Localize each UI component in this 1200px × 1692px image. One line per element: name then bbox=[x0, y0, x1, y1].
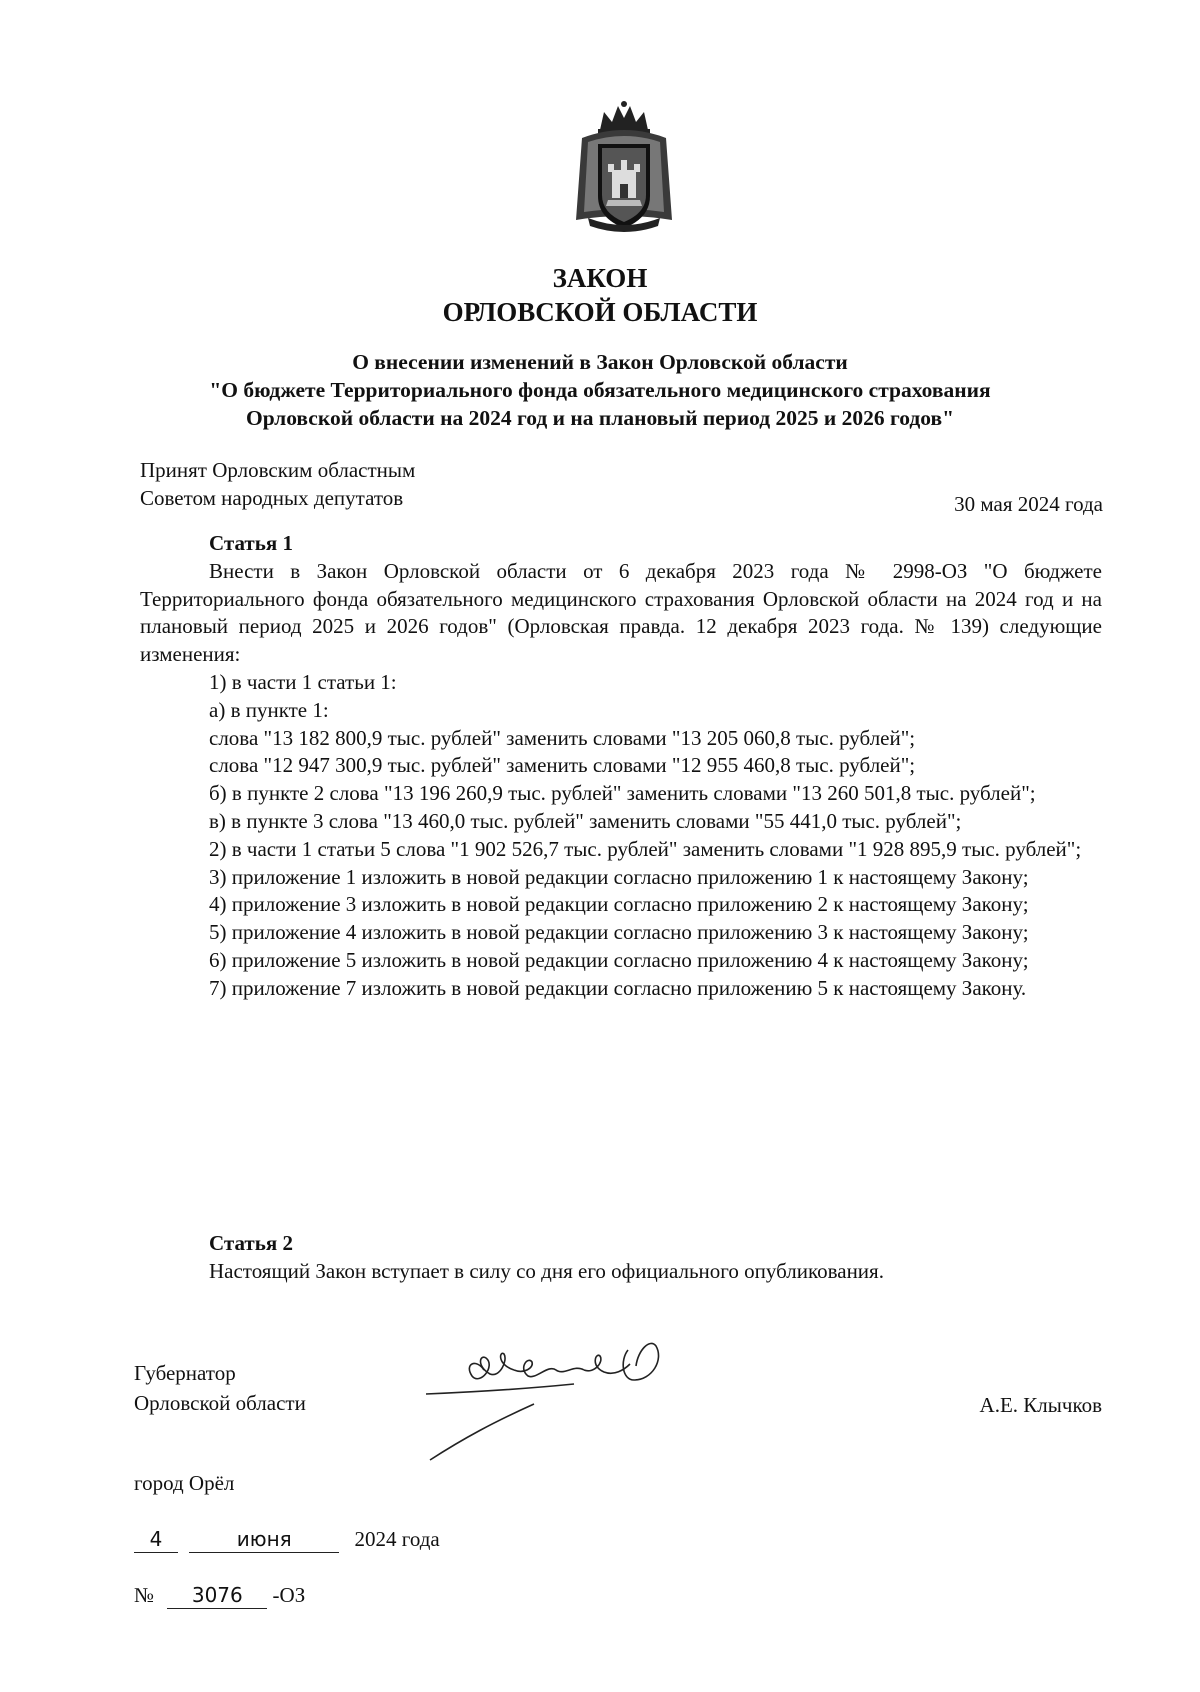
article-paragraph: 6) приложение 5 изложить в новой редакции согласно приложению 4 к настоящему Закону; bbox=[209, 947, 1029, 972]
signatory-name: А.Е. Клычков bbox=[979, 1393, 1102, 1417]
article-paragraph: в) в пункте 3 слова "13 460,0 тыс. рублей" заменить словами "55 441,0 тыс. рублей"; bbox=[209, 808, 962, 833]
signing-month: июня bbox=[189, 1526, 339, 1553]
article-paragraph: 3) приложение 1 изложить в новой редакции согласно приложению 1 к настоящему Закону; bbox=[209, 864, 1029, 889]
subtitle-line: О внесении изменений в Закон Орловской области bbox=[352, 350, 848, 374]
law-subtitle bbox=[0, 348, 1200, 432]
position-line: Губернатор bbox=[134, 1361, 236, 1385]
region-title: ОРЛОВСКОЙ ОБЛАСТИ bbox=[442, 297, 758, 327]
article-heading: Статья 2 bbox=[209, 1231, 293, 1255]
adoption-block bbox=[140, 456, 415, 512]
article-paragraph: Внести в Закон Орловской области от 6 декабря 2023 года № 2998-ОЗ "О бюджете Территориального фонда обязательного медицинского страхования Орловской области на 2024 год и на плановый период 2025 и 2026 годов" (Орловская правда. 12 декабря 2023 года. № 139) следующие изменения: bbox=[140, 558, 1102, 667]
article-paragraph: 4) приложение 3 изложить в новой редакции согласно приложению 2 к настоящему Закону; bbox=[209, 892, 1029, 917]
article-paragraph: слова "13 182 800,9 тыс. рублей" заменить словами "13 205 060,8 тыс. рублей"; bbox=[209, 725, 916, 750]
article-paragraph: Настоящий Закон вступает в силу со дня его официального опубликования. bbox=[209, 1258, 884, 1283]
signatory-position bbox=[134, 1358, 306, 1418]
adoption-line: Советом народных депутатов bbox=[140, 486, 404, 510]
number-prefix: № bbox=[134, 1583, 155, 1607]
article-2 bbox=[140, 1230, 1102, 1286]
subtitle-line: Орловской области на 2024 год и на плановый период 2025 и 2026 годов" bbox=[246, 406, 954, 430]
article-paragraph: 2) в части 1 статьи 5 слова "1 902 526,7 тыс. рублей" заменить словами "1 928 895,9 тыс. рублей"; bbox=[209, 836, 1082, 861]
article-paragraph: 7) приложение 7 изложить в новой редакции согласно приложению 5 к настоящему Закону. bbox=[209, 975, 1027, 1000]
number-suffix: -ОЗ bbox=[272, 1583, 306, 1607]
article-1 bbox=[140, 530, 1102, 1003]
adoption-date: 30 мая 2024 года bbox=[954, 492, 1103, 516]
signing-year: 2024 года bbox=[354, 1527, 440, 1551]
article-heading: Статья 1 bbox=[209, 531, 293, 555]
article-paragraph: слова "12 947 300,9 тыс. рублей" заменить словами "12 955 460,8 тыс. рублей"; bbox=[209, 753, 916, 778]
adoption-line: Принят Орловским областным bbox=[140, 458, 416, 482]
coat-of-arms-icon bbox=[568, 100, 680, 238]
number-value: 3076 bbox=[167, 1582, 267, 1609]
signing-city: город Орёл bbox=[134, 1471, 235, 1495]
handwritten-signature-icon bbox=[424, 1340, 676, 1468]
position-line: Орловской области bbox=[134, 1391, 306, 1415]
document-type-title: ЗАКОН bbox=[552, 263, 648, 293]
signing-day: 4 bbox=[134, 1526, 178, 1553]
subtitle-line: "О бюджете Территориального фонда обязательного медицинского страхования bbox=[209, 378, 991, 402]
article-paragraph: б) в пункте 2 слова "13 196 260,9 тыс. рублей" заменить словами "13 260 501,8 тыс. рублей"; bbox=[209, 781, 1036, 806]
article-paragraph: 1) в части 1 статьи 1: bbox=[209, 669, 397, 694]
signing-date bbox=[134, 1524, 440, 1554]
law-number bbox=[134, 1580, 305, 1610]
article-paragraph: 5) приложение 4 изложить в новой редакции согласно приложению 3 к настоящему Закону; bbox=[209, 920, 1029, 945]
article-paragraph: а) в пункте 1: bbox=[209, 697, 329, 722]
